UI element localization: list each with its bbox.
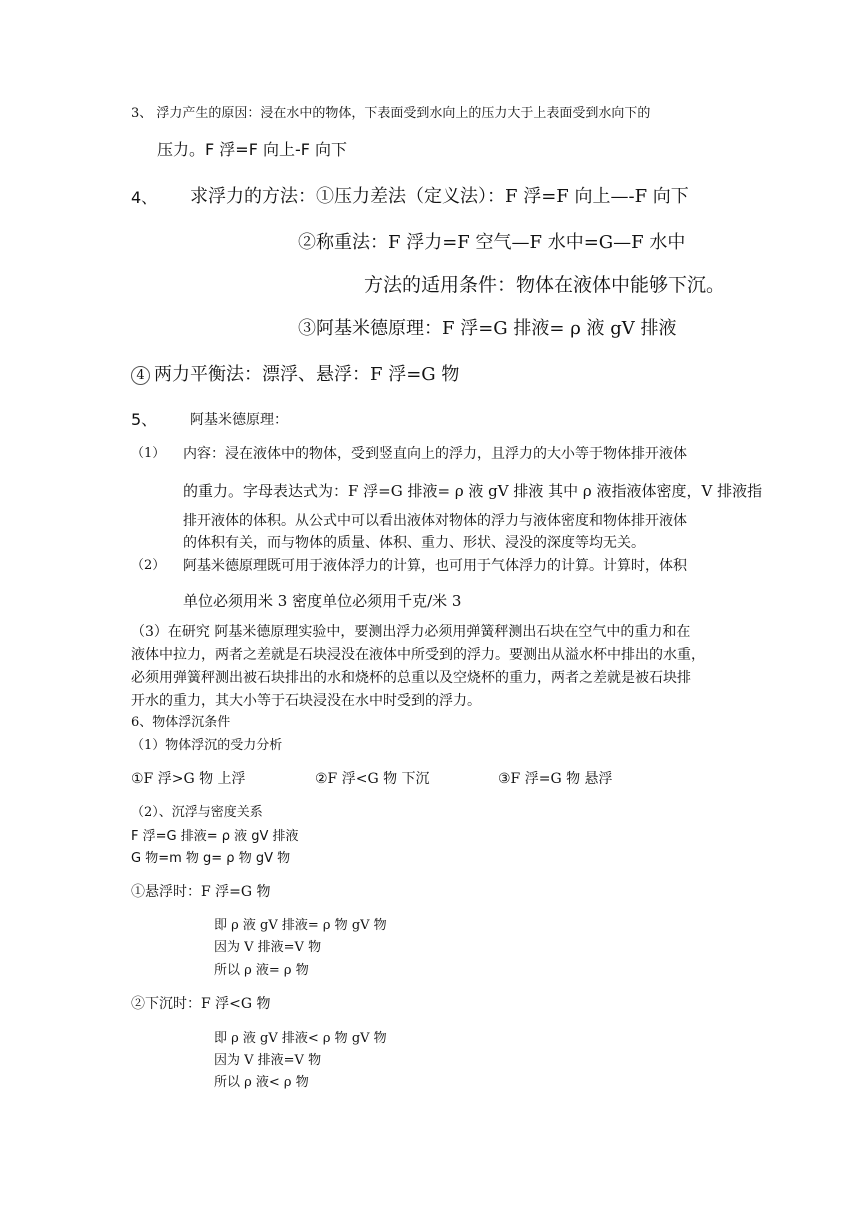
s4-method2: ②称重法：F 浮力=F 空气—F 水中=G—F 水中 [298,232,686,253]
s6-1-title: （1）物体浮沉的受力分析 [131,738,283,753]
s5-3-line-a: （3）在研究 阿基米德原理实验中，要测出浮力必须用弹簧秤测出石块在空气中的重力和在 [131,624,691,640]
s5-2-line-b: 单位必须用米 3 密度单位必须用千克/米 3 [183,592,462,610]
s5-1-line-d: 的体积有关，而与物体的质量、体积、重力、形状、浸没的深度等均无关。 [183,535,645,551]
s5-2-line-a: 阿基米德原理既可用于液体浮力的计算，也可用于气体浮力的计算。计算时，体积 [183,558,687,574]
s5-1-line-b: 的重力。字母表达式为：F 浮=G 排液= ρ 液 gV 排液 其中 ρ 液指液体密度，V 排液指 [183,482,763,500]
suspend-line3: 所以 ρ 液= ρ 物 [214,963,309,978]
s5-1-line-c: 排开液体的体积。从公式中可以看出液体对物体的浮力与液体密度和物体排开液体 [183,513,687,529]
s6-2-title: （2）、沉浮与密度关系 [131,805,263,820]
s5-2-number: （2） [131,558,166,573]
circled-number: 4 [131,366,150,385]
s4-number: 4、 [131,188,158,207]
s5-number: 5、 [131,410,158,429]
s4-method4 [131,364,459,387]
s6-condition-sink: ②F 浮<G 物 下沉 [315,771,430,787]
s6-title: 6、物体浮沉条件 [131,715,231,730]
s5-3-line-b: 液体中拉力，两者之差就是石块浸没在液体中所受到的浮力。要测出从溢水杯中排出的水重， [131,647,705,663]
sink-line1: 即 ρ 液 gV 排液< ρ 物 gV 物 [214,1031,387,1046]
suspend-line2: 因为 V 排液=V 物 [214,940,322,955]
sink-line3: 所以 ρ 液< ρ 物 [214,1075,309,1090]
sink-heading: ②下沉时：F 浮<G 物 [131,996,271,1012]
sink-line2: 因为 V 排液=V 物 [214,1053,322,1068]
formula-weight: G 物=m 物 g= ρ 物 gV 物 [131,851,291,866]
s4-method4-text: 两力平衡法：漂浮、悬浮：F 浮=G 物 [154,364,460,385]
formula-buoyancy: F 浮=G 排液= ρ 液 gV 排液 [131,829,299,844]
s6-condition-rise: ①F 浮>G 物 上浮 [131,771,246,787]
s5-1-line-a: 内容：浸在液体中的物体，受到竖直向上的浮力，且浮力的大小等于物体排开液体 [183,446,687,462]
s4-method3: ③阿基米德原理：F 浮=G 排液= ρ 液 gV 排液 [298,318,677,339]
s5-3-line-c: 必须用弹簧秤测出被石块排出的水和烧杯的总重以及空烧杯的重力，两者之差就是被石块排 [131,670,691,686]
s4-condition: 方法的适用条件：物体在液体中能够下沉。 [364,274,726,296]
suspend-heading: ①悬浮时：F 浮=G 物 [131,884,271,900]
s3-line2: 压力。F 浮=F 向上-F 向下 [157,140,348,159]
s5-title: 阿基米德原理： [190,412,288,428]
s5-1-number: （1） [131,446,166,461]
s5-3-line-d: 开水的重力，其大小等于石块浸没在水中时受到的浮力。 [131,693,481,709]
s4-method1: 求浮力的方法：①压力差法（定义法）：F 浮=F 向上—-F 向下 [190,186,689,207]
s6-condition-suspend: ③F 浮=G 物 悬浮 [498,771,613,787]
suspend-line1: 即 ρ 液 gV 排液= ρ 物 gV 物 [214,918,387,933]
s3-line1: 3、 浮力产生的原因：浸在水中的物体，下表面受到水向上的压力大于上表面受到水向下的 [131,106,651,121]
